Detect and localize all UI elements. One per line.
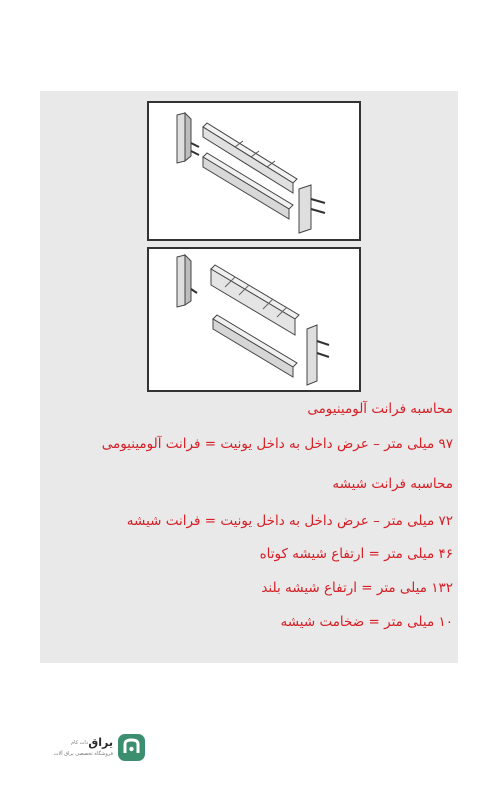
short-glass-height: ۴۶ میلی متر = ارتفاع شیشه کوتاه — [259, 546, 453, 562]
logo-name: یراق — [88, 736, 113, 749]
yaragh-logo[interactable] — [40, 733, 146, 763]
glass-front-heading: محاسبه فرانت شیشه — [332, 476, 453, 492]
aluminum-front-diagram — [148, 102, 360, 240]
tall-glass-height: ۱۳۲ میلی متر = ارتفاع شیشه بلند — [261, 580, 453, 596]
aluminum-front-heading: محاسبه فرانت آلومینیومی — [307, 401, 453, 417]
glass-front-formula: ۷۲ میلی متر – عرض داخل به داخل یونیت = فرانت شیشه — [126, 513, 453, 529]
yaragh-logo-icon — [117, 733, 146, 762]
logo-tagline: فروشگاه تخصصی یراق آلات — [53, 751, 113, 757]
glass-thickness: ۱۰ میلی متر = ضخامت شیشه — [280, 614, 453, 630]
logo-site: دات کام — [71, 740, 88, 746]
drawer-front-illustration — [147, 101, 361, 392]
glass-front-diagram — [148, 248, 360, 391]
aluminum-front-formula: ۹۷ میلی متر – عرض داخل به داخل یونیت = فرانت آلومینیومی — [101, 436, 453, 452]
